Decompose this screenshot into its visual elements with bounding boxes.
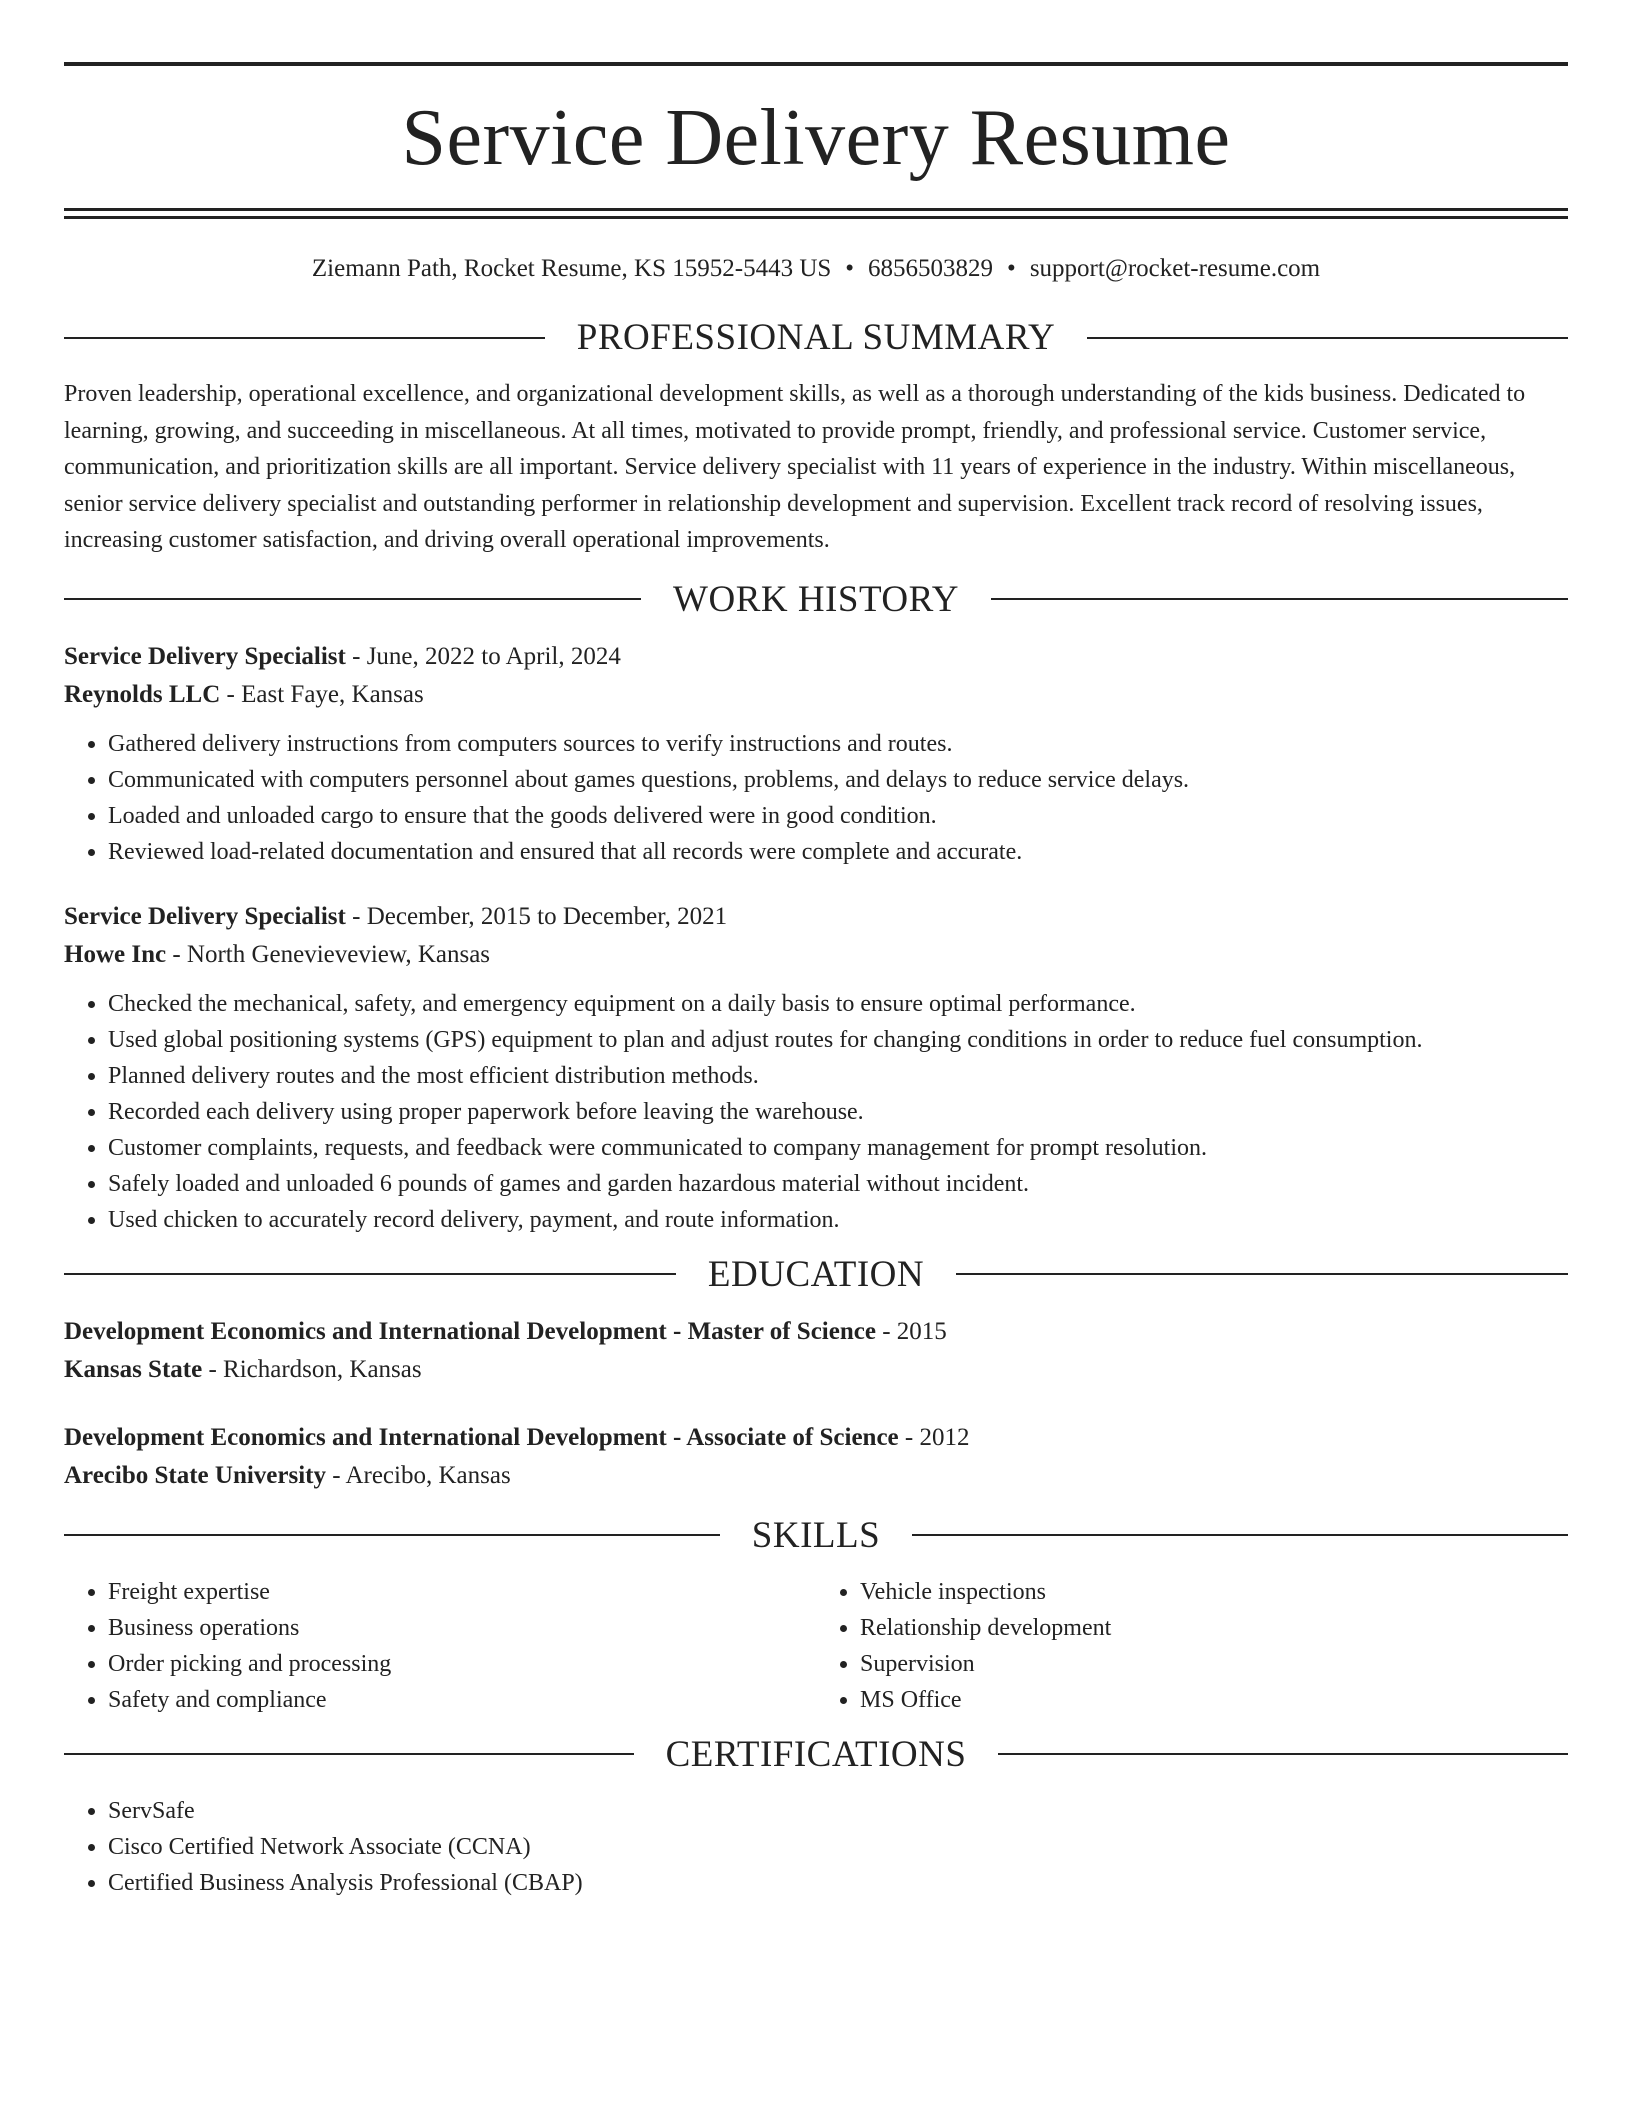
list-item: • Communicated with computers personnel about games questions, problems, and delays to reduce service delays. <box>108 762 1568 798</box>
job-title: Service Delivery Specialist <box>64 902 346 930</box>
contact-email: support@rocket-resume.com <box>1029 255 1321 282</box>
summary-text: Proven leadership, operational excellence, and organizational development skills, as well as a thorough understanding of the kids business. Dedicated to learning, growing, and succeeding in miscellaneous. At all times, motivated to provide prompt, friendly, and professional service. Customer service, communication, and prioritization skills are all important. Service delivery specialist with 11 years of experience in the industry. Within miscellaneous, senior service delivery specialist and outstanding performer in relationship development and supervision. Excellent track record of resolving issues, increasing customer satisfaction, and driving overall operational improvements. <box>64 381 1526 553</box>
job-title: Service Delivery Specialist <box>64 642 346 670</box>
degree-line <box>64 1419 1568 1457</box>
certifications-list <box>64 1793 1568 1901</box>
list-item: • Freight expertise <box>108 1574 816 1610</box>
contact-address: Ziemann Path, Rocket Resume, KS 15952-5443 US <box>311 255 832 282</box>
list-item: • Checked the mechanical, safety, and emergency equipment on a daily basis to ensure optimal performance. <box>108 986 1568 1022</box>
contact-line <box>64 255 1568 283</box>
list-item: • Cisco Certified Network Associate (CCNA) <box>108 1829 1568 1865</box>
list-item: • Safety and compliance <box>108 1682 816 1718</box>
job-dates: - December, 2015 to December, 2021 <box>345 902 728 930</box>
job-company-line <box>64 936 1568 974</box>
school-location: - Richardson, Kansas <box>202 1355 422 1383</box>
divider <box>64 1753 634 1755</box>
section-header-skills <box>64 1514 1568 1556</box>
top-rule <box>64 62 1568 66</box>
job-title-line <box>64 898 1568 936</box>
degree-year: - 2015 <box>875 1317 947 1345</box>
list-item: • Safely loaded and unloaded 6 pounds of games and garden hazardous material without incident. <box>108 1166 1568 1202</box>
degree-line <box>64 1313 1568 1351</box>
job-entry <box>64 898 1568 1238</box>
list-item: • Loaded and unloaded cargo to ensure that the goods delivered were in good condition. <box>108 798 1568 834</box>
job-bullets <box>64 726 1568 870</box>
list-item: • Customer complaints, requests, and feedback were communicated to company management for prompt resolution. <box>108 1130 1568 1166</box>
divider <box>64 337 545 339</box>
school-line <box>64 1351 1568 1389</box>
list-item: • Reviewed load-related documentation and ensured that all records were complete and accurate. <box>108 834 1568 870</box>
list-item: • Used chicken to accurately record delivery, payment, and route information. <box>108 1202 1568 1238</box>
list-item: • Gathered delivery instructions from computers sources to verify instructions and routes. <box>108 726 1568 762</box>
certifications-bullets <box>64 1793 1568 1901</box>
list-item: • Certified Business Analysis Professional (CBAP) <box>108 1865 1568 1901</box>
divider <box>912 1534 1568 1536</box>
list-item: • Order picking and processing <box>108 1646 816 1682</box>
list-item: • Recorded each delivery using proper paperwork before leaving the warehouse. <box>108 1094 1568 1130</box>
education-entry <box>64 1313 1568 1389</box>
divider <box>64 1273 676 1275</box>
section-title-skills: SKILLS <box>751 1514 881 1556</box>
section-title-certifications: CERTIFICATIONS <box>665 1733 967 1775</box>
section-title-work: WORK HISTORY <box>673 578 959 620</box>
job-title-line <box>64 638 1568 676</box>
school: Kansas State <box>64 1355 203 1383</box>
job-company: Howe Inc <box>64 940 167 968</box>
job-bullets <box>64 986 1568 1238</box>
skills-right-column <box>816 1574 1568 1718</box>
school: Arecibo State University <box>64 1461 326 1489</box>
contact-phone: 6856503829 <box>868 255 994 282</box>
degree-year: - 2012 <box>898 1423 970 1451</box>
list-item: • Vehicle inspections <box>860 1574 1568 1610</box>
degree: Development Economics and International Development - Master of Science <box>64 1317 876 1345</box>
list-item: • ServSafe <box>108 1793 1568 1829</box>
section-title-education: EDUCATION <box>707 1253 925 1295</box>
list-item: • Used global positioning systems (GPS) equipment to plan and adjust routes for changing conditions in order to reduce fuel consumption. <box>108 1022 1568 1058</box>
section-header-certifications <box>64 1733 1568 1775</box>
section-header-summary <box>64 319 1568 356</box>
job-location: - North Genevieveview, Kansas <box>166 940 491 968</box>
contact-separator: • <box>1007 255 1016 282</box>
divider <box>1087 337 1568 339</box>
list-item: • Relationship development <box>860 1610 1568 1646</box>
title-double-rule <box>64 208 1568 219</box>
divider <box>956 1273 1568 1275</box>
list-item: • Planned delivery routes and the most efficient distribution methods. <box>108 1058 1568 1094</box>
job-company: Reynolds LLC <box>64 680 221 708</box>
job-location: - East Faye, Kansas <box>220 680 424 708</box>
section-header-work <box>64 578 1568 620</box>
skills-left-column <box>64 1574 816 1718</box>
job-entry <box>64 638 1568 870</box>
divider <box>998 1753 1568 1755</box>
education-entry <box>64 1419 1568 1495</box>
job-company-line <box>64 676 1568 714</box>
contact-separator: • <box>845 255 855 282</box>
school-line <box>64 1457 1568 1495</box>
degree: Development Economics and International Development - Associate of Science <box>64 1423 899 1451</box>
section-title-summary: PROFESSIONAL SUMMARY <box>576 317 1056 358</box>
job-dates: - June, 2022 to April, 2024 <box>345 642 621 670</box>
divider <box>64 1534 720 1536</box>
list-item: • Supervision <box>860 1646 1568 1682</box>
list-item: • Business operations <box>108 1610 816 1646</box>
divider <box>64 598 641 600</box>
divider <box>991 598 1568 600</box>
list-item: • MS Office <box>860 1682 1568 1718</box>
section-header-education <box>64 1253 1568 1295</box>
skills-grid <box>64 1574 1568 1718</box>
school-location: - Arecibo, Kansas <box>326 1461 511 1489</box>
resume-title: Service Delivery Resume <box>401 94 1231 182</box>
